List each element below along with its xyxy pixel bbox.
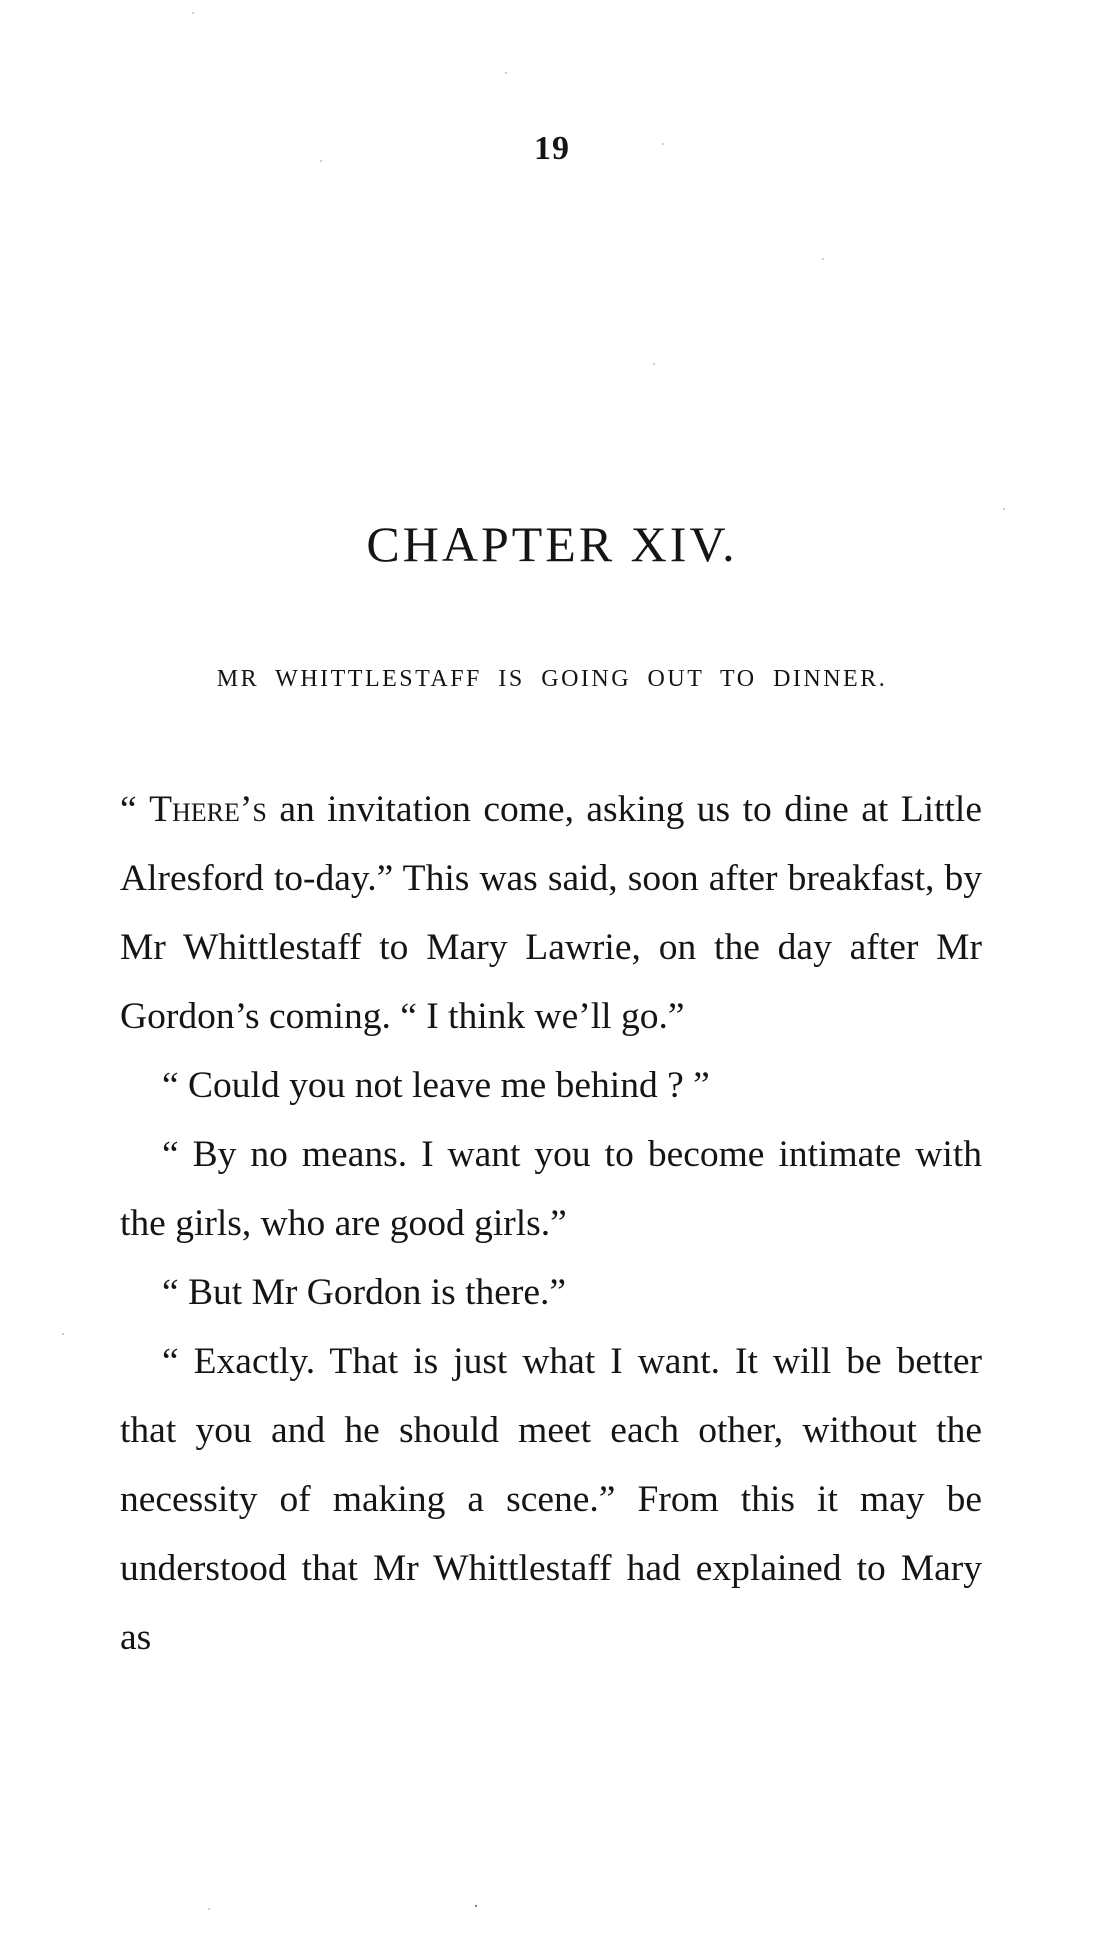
paper-speck: [1003, 508, 1005, 510]
paper-speck: [822, 258, 824, 260]
paper-speck: [208, 1908, 210, 1910]
body-text: [120, 775, 982, 1672]
chapter-subtitle: MR WHITTLESTAFF IS GOING OUT TO DINNER.: [216, 666, 888, 692]
paper-speck: [475, 1905, 477, 1907]
paper-speck: [192, 12, 194, 14]
opening-quote: “: [120, 789, 150, 830]
paper-speck: [653, 363, 655, 365]
paper-speck: [505, 72, 507, 74]
paper-speck: [320, 160, 322, 162]
paper-speck: [662, 143, 664, 145]
paragraph-2: “ Could you not leave me behind ? ”: [162, 1065, 710, 1106]
page-number: 19: [534, 130, 570, 167]
paragraph-1: [120, 775, 982, 1051]
paragraph-5: “ Exactly. That is just what I want. It will be better that you and he should meet each other, without the necessity of making a scene.” From this it may be understood that Mr Whittlestaff had explained to Mary as: [120, 1341, 982, 1658]
paper-speck: [62, 1333, 64, 1335]
paragraph-1-text: an invitation come, asking us to dine at Little Alresford to-day.” This was said, soon after breakfast, by Mr Whittlestaff to Mary Lawrie, on the day after Mr Gordon’s coming. “ I think we’ll go.”: [120, 789, 982, 1037]
chapter-heading: CHAPTER XIV.: [366, 516, 738, 572]
paragraph-4: “ But Mr Gordon is there.”: [162, 1272, 567, 1313]
paragraph-3: “ By no means. I want you to become intimate with the girls, who are good girls.”: [120, 1134, 982, 1244]
smallcaps-word: There’s: [149, 789, 267, 830]
